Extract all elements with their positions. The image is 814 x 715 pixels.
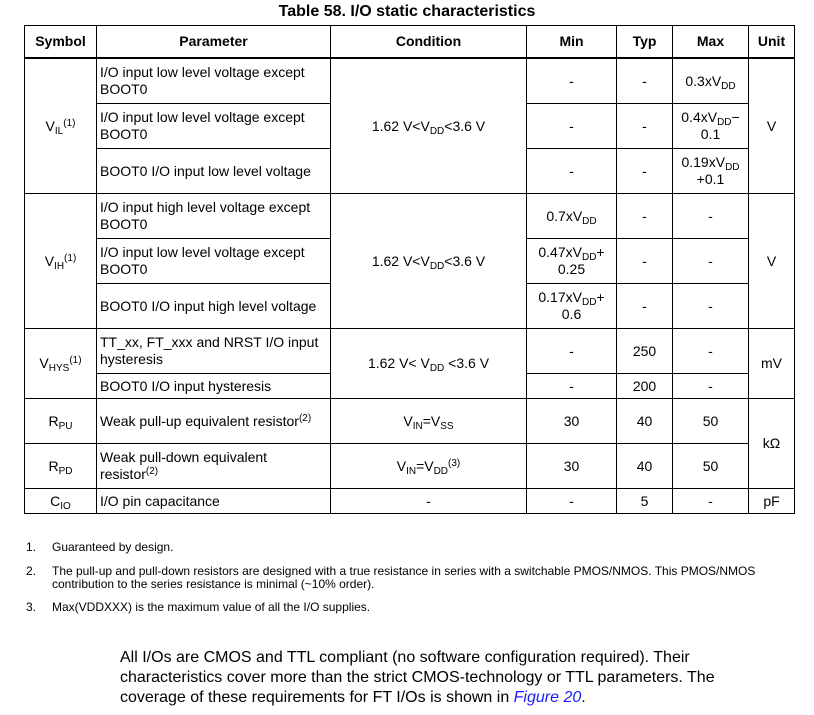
min-cell: - (527, 374, 617, 399)
max-cell: - (673, 329, 749, 374)
unit-cell: mV (749, 329, 795, 399)
body-paragraph: All I/Os are CMOS and TTL compliant (no software configuration required). Their characteristics cover more than the strict CMOS-technology or TTL parameters. The coverage of these requirements for FT I/Os is shown in Figure 20. (120, 649, 715, 706)
typ-cell: 200 (617, 374, 673, 399)
table-title: Table 58. I/O static characteristics (278, 3, 536, 20)
typ-cell: 40 (617, 399, 673, 444)
typ-cell: - (617, 284, 673, 329)
min-cell: - (527, 104, 617, 149)
min-cell: $0.47xV_{DD}+$ 0.25 (527, 239, 617, 284)
header-condition: Condition (331, 26, 527, 59)
condition-cell: 1.62 $V< V_{DD} <3.6$ V (331, 329, 527, 399)
condition-cell: 1.62 $V<V_{DD}<3.6$ V (331, 58, 527, 194)
symbol-vhys: $V_{HYS}^{(1)}$ (25, 329, 97, 399)
param-cell: I/O input low level voltage except BOOT0 (97, 104, 331, 149)
param-cell: I/O input high level voltage except BOOT0 (97, 194, 331, 239)
symbol-vih: $V_{IH}^{(1)}$ (25, 194, 97, 329)
typ-cell: 40 (617, 444, 673, 489)
table-footnotes (26, 541, 796, 614)
min-cell: - (527, 489, 617, 514)
header-max: Max (673, 26, 749, 59)
param-cell: BOOT0 I/O input high level voltage (97, 284, 331, 329)
typ-cell: - (617, 239, 673, 284)
header-symbol: Symbol (25, 26, 97, 59)
param-cell: TT_xx, FT_xxx and NRST I/O input hysteresis (97, 329, 331, 374)
param-cell: BOOT0 I/O input hysteresis (97, 374, 331, 399)
header-min: Min (527, 26, 617, 59)
footnote: 2. The pull-up and pull-down resistors are designed with a true resistance in series with a switchable PMOS/NMOS. This PMOS/NMOS contribution to the series resistance is minimal (~10% order). (26, 564, 756, 591)
param-cell: Weak pull-down equivalent resistor$^{(2)}$ (97, 444, 331, 489)
footnote: 3. Max(VDDXXX) is the maximum value of all the I/O supplies. (26, 600, 371, 614)
unit-cell: V (749, 58, 795, 194)
symbol-rpu: $R_{PU}$ (25, 399, 97, 444)
table-row (25, 399, 795, 444)
max-cell: $0.4xV_{DD}-$ 0.1 (673, 104, 749, 149)
typ-cell: 5 (617, 489, 673, 514)
param-cell: Weak pull-up equivalent resistor$^{(2)}$ (97, 399, 331, 444)
table-row (25, 194, 795, 239)
max-cell: - (673, 284, 749, 329)
figure-link[interactable]: Figure 20 (513, 689, 582, 706)
param-cell: I/O input low level voltage except BOOT0 (97, 58, 331, 104)
condition-cell: $V_{IN}=V_{DD}^{(3)}$ (331, 444, 527, 489)
min-cell: $0.17xV_{DD}+$ 0.6 (527, 284, 617, 329)
unit-cell: V (749, 194, 795, 329)
table-header-row (25, 26, 795, 59)
min-cell: - (527, 149, 617, 194)
condition-cell: $V_{IN}=V_{SS}$ (331, 399, 527, 444)
table-row (25, 444, 795, 489)
min-cell: - (527, 58, 617, 104)
max-cell: 50 (673, 444, 749, 489)
header-parameter: Parameter (97, 26, 331, 59)
max-cell: - (673, 239, 749, 284)
unit-cell: kΩ (749, 399, 795, 489)
min-cell: 30 (527, 444, 617, 489)
max-cell: - (673, 194, 749, 239)
table-row (25, 489, 795, 514)
condition-cell: - (331, 489, 527, 514)
min-cell: $0.7xV_{DD}$ (527, 194, 617, 239)
typ-cell: - (617, 58, 673, 104)
unit-cell: pF (749, 489, 795, 514)
symbol-rpd: $R_{PD}$ (25, 444, 97, 489)
param-cell: BOOT0 I/O input low level voltage (97, 149, 331, 194)
symbol-cio: $C_{IO}$ (25, 489, 97, 514)
io-static-characteristics-table (24, 25, 795, 514)
max-cell: 50 (673, 399, 749, 444)
table-row (25, 58, 795, 104)
max-cell: - (673, 374, 749, 399)
max-cell: $0.19xV_{DD}$ +0.1 (673, 149, 749, 194)
footnote: 1. Guaranteed by design. (26, 540, 174, 554)
max-cell: $0.3xV_{DD}$ (673, 58, 749, 104)
condition-cell: 1.62 $V<V_{DD}<3.6$ V (331, 194, 527, 329)
param-cell: I/O pin capacitance (97, 489, 331, 514)
symbol-vil: $V_{IL}^{(1)}$ (25, 58, 97, 194)
typ-cell: 250 (617, 329, 673, 374)
param-cell: I/O input low level voltage except BOOT0 (97, 239, 331, 284)
header-typ: Typ (617, 26, 673, 59)
max-cell: - (673, 489, 749, 514)
typ-cell: - (617, 104, 673, 149)
header-unit: Unit (749, 26, 795, 59)
min-cell: 30 (527, 399, 617, 444)
typ-cell: - (617, 149, 673, 194)
table-row (25, 329, 795, 374)
min-cell: - (527, 329, 617, 374)
typ-cell: - (617, 194, 673, 239)
